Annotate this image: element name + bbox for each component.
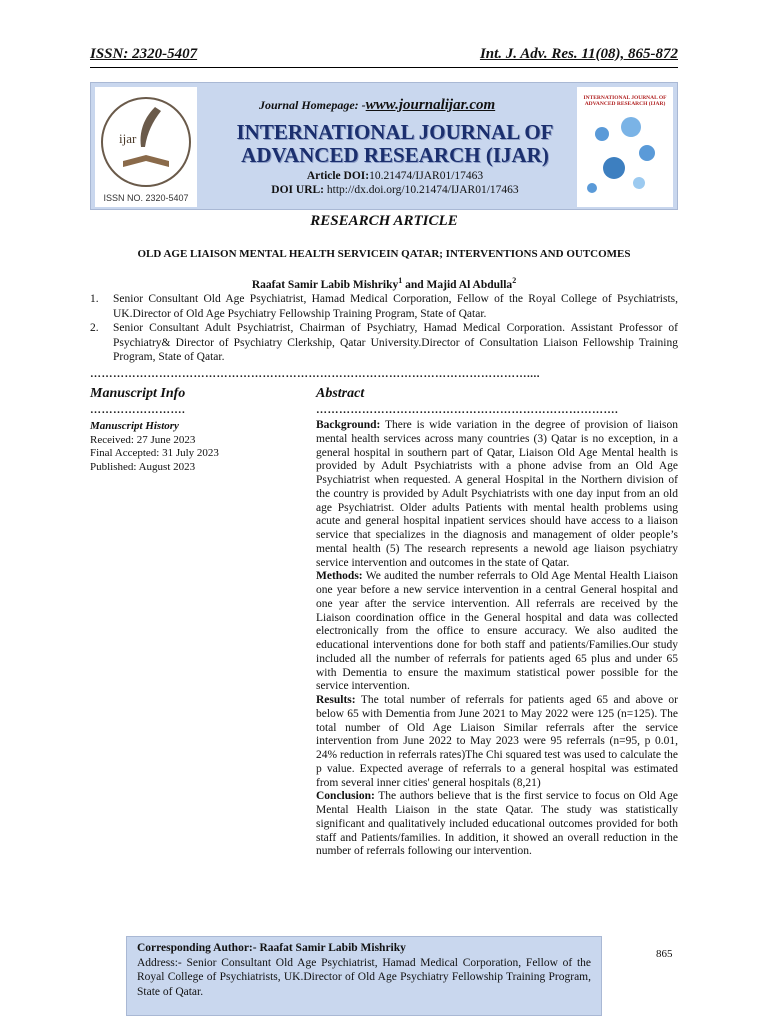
- journal-banner: [90, 82, 678, 210]
- corresponding-address: [137, 956, 591, 1000]
- separator-dots: ……………………………………………………………………………………………………....: [90, 368, 540, 380]
- affiliation-number: 2.: [90, 322, 99, 334]
- corresponding-author-box: [126, 936, 602, 1016]
- conclusion-text: The authors believe that is the first service to focus on Old Age Mental Health Liaison in the state Qatar. The study was statistically significant and qualitatively included educational outcomes provided for both staff and Patients/families. In addition, it showed an overall reduction in the number of referrals following our intervention.: [316, 790, 678, 858]
- molecule-icon: [587, 183, 597, 193]
- author-and: and Majid Al Abdulla: [402, 278, 513, 291]
- homepage-label: Journal Homepage: -: [259, 98, 366, 112]
- abstract-body: [316, 419, 678, 859]
- abstract-results: [316, 694, 678, 790]
- molecule-icon: [595, 127, 609, 141]
- corresponding-author-title: Corresponding Author:- Raafat Samir Labib Mishriky: [137, 942, 406, 954]
- page-number: 865: [656, 948, 673, 960]
- methods-label: Methods:: [316, 570, 363, 583]
- published-date: Published: August 2023: [90, 460, 196, 473]
- journal-title: [215, 121, 575, 166]
- journal-homepage: [259, 97, 495, 114]
- address-label: Address:-: [137, 956, 182, 969]
- author-1-sup: 1: [398, 276, 403, 285]
- logo-emblem: [101, 97, 191, 187]
- doi-value: 10.21474/IJAR01/17463: [369, 170, 484, 182]
- homepage-link[interactable]: www.journalijar.com: [365, 97, 496, 113]
- accepted-date: Final Accepted: 31 July 2023: [90, 447, 219, 459]
- journal-title-line2: ADVANCED RESEARCH (IJAR): [241, 142, 549, 167]
- author-2-sup: 2: [512, 276, 517, 285]
- affiliation-1: [90, 292, 678, 321]
- doi-block: [215, 169, 575, 198]
- cover-title: INTERNATIONAL JOURNAL OF ADVANCED RESEARCH (IJAR): [583, 95, 667, 108]
- molecule-icon: [633, 177, 645, 189]
- molecule-icon: [639, 145, 655, 161]
- citation-text: Int. J. Adv. Res. 11(08), 865-872: [479, 46, 678, 62]
- results-label: Results:: [316, 694, 356, 706]
- affiliation-text: Senior Consultant Adult Psychiatrist, Chairman of Psychiatry, Hamad Medical Corporation. Assistant Professor of Psychiatry& Director of Psychiatry Clerkship, Qatar University.Director of Consultation Liaison Fellowship Training Program, State of Qatar.: [113, 322, 678, 363]
- paper-title: OLD AGE LIAISON MENTAL HEALTH SERVICEIN QATAR; INTERVENTIONS AND OUTCOMES: [137, 248, 631, 260]
- author-line: [0, 276, 768, 291]
- separator-dots: …………………….: [90, 404, 186, 416]
- journal-title-line1: INTERNATIONAL JOURNAL OF: [236, 120, 554, 144]
- manuscript-history: [90, 420, 290, 474]
- background-text: There is wide variation in the degree of provision of liaison mental health services across many countries (3) Qatar is no exception, in a general hospital in southern part of Qatar, Liaison Old Age Mental health is provided by Adult Psychiatrists with a phone advise from an Old Age Psychiatrist when requested. A general Hospital in the Northern division of the country is provided by Adult Psychiatrists with one day input from an old age Psychiatrist. Older adults Patients with mental health problems using acute and general hospital inpatient services should have access to a liaison service that specializes in the diagnosis and management of older people’s mental health (5) The research represents a newold age liaison psychiatry service intervention and outcomes in the state of Qatar.: [316, 419, 678, 569]
- methods-text: We audited the number referrals to Old Age Mental Health Liaison one year before a new service intervention in a central General hospital and one year after the service intervention. All referrals are received by the Liaison coordination office in the General hospital and data was collected electronically from the office to ensure accuracy. We also audited the educational interventions done for both staff and patients/Families.Our study included all the number of referrals for patients aged 65 plus and under 65 with Dementia to ensure the maximum statistical power possible for the service intervention.: [316, 570, 678, 693]
- manuscript-info-title: Manuscript Info: [90, 386, 186, 401]
- issn-text: ISSN: 2320-5407: [90, 46, 198, 62]
- author-1: Raafat Samir Labib Mishriky: [251, 278, 399, 291]
- affiliation-2: [90, 321, 678, 365]
- journal-cover-image: [577, 87, 673, 207]
- logo-text: ijar: [119, 131, 137, 146]
- received-date: Received: 27 June 2023: [90, 433, 196, 446]
- molecule-icon: [621, 117, 641, 137]
- history-label: Manuscript History: [90, 420, 179, 432]
- affiliation-text: Senior Consultant Old Age Psychiatrist, Hamad Medical Corporation, Fellow of the Royal College of Psychiatrists, UK.Director of Old Age Psychiatry Fellowship Training Program, State of Qatar.: [113, 293, 678, 320]
- abstract-title: Abstract: [316, 386, 365, 401]
- doi-label: Article DOI:: [306, 170, 370, 182]
- running-header: [90, 44, 678, 68]
- abstract-background: [316, 419, 678, 570]
- address-text: Senior Consultant Old Age Psychiatrist, Hamad Medical Corporation, Fellow of the Royal College of Psychiatrists, UK.Director of Old Age Psychiatry Fellowship Training Program, State of Qatar.: [137, 956, 591, 998]
- article-type: RESEARCH ARTICLE: [310, 213, 458, 229]
- separator-dots: …………………………………………………………………….: [316, 404, 619, 416]
- doi-url-link[interactable]: http://dx.doi.org/10.21474/IJAR01/17463: [326, 184, 519, 197]
- abstract-conclusion: [316, 790, 678, 859]
- conclusion-label: Conclusion:: [316, 790, 375, 803]
- results-text: The total number of referrals for patients aged 65 and above or below 65 with Dementia from June 2021 to May 2022 were 125 (n=125). The total number of Old Age Liaison Similar referrals after the service intervention from June 2022 to May 2023 were 95 referrals (n=95, p 0.01, 24% reduction in referrals rates)The Chi squared test was used to calculate the p value. Expected average of referrals to a general hospital was estimated from several inner cities' general hospitals (8,21): [316, 694, 678, 789]
- molecule-icon: [603, 157, 625, 179]
- background-label: Background:: [316, 419, 381, 431]
- quill-book-icon: [103, 99, 189, 185]
- doi-url-label: DOI URL:: [271, 184, 325, 197]
- affiliation-number: 1.: [90, 293, 99, 305]
- logo-issn: ISSN NO. 2320-5407: [103, 193, 189, 203]
- abstract-methods: [316, 570, 678, 694]
- journal-logo: [95, 87, 197, 207]
